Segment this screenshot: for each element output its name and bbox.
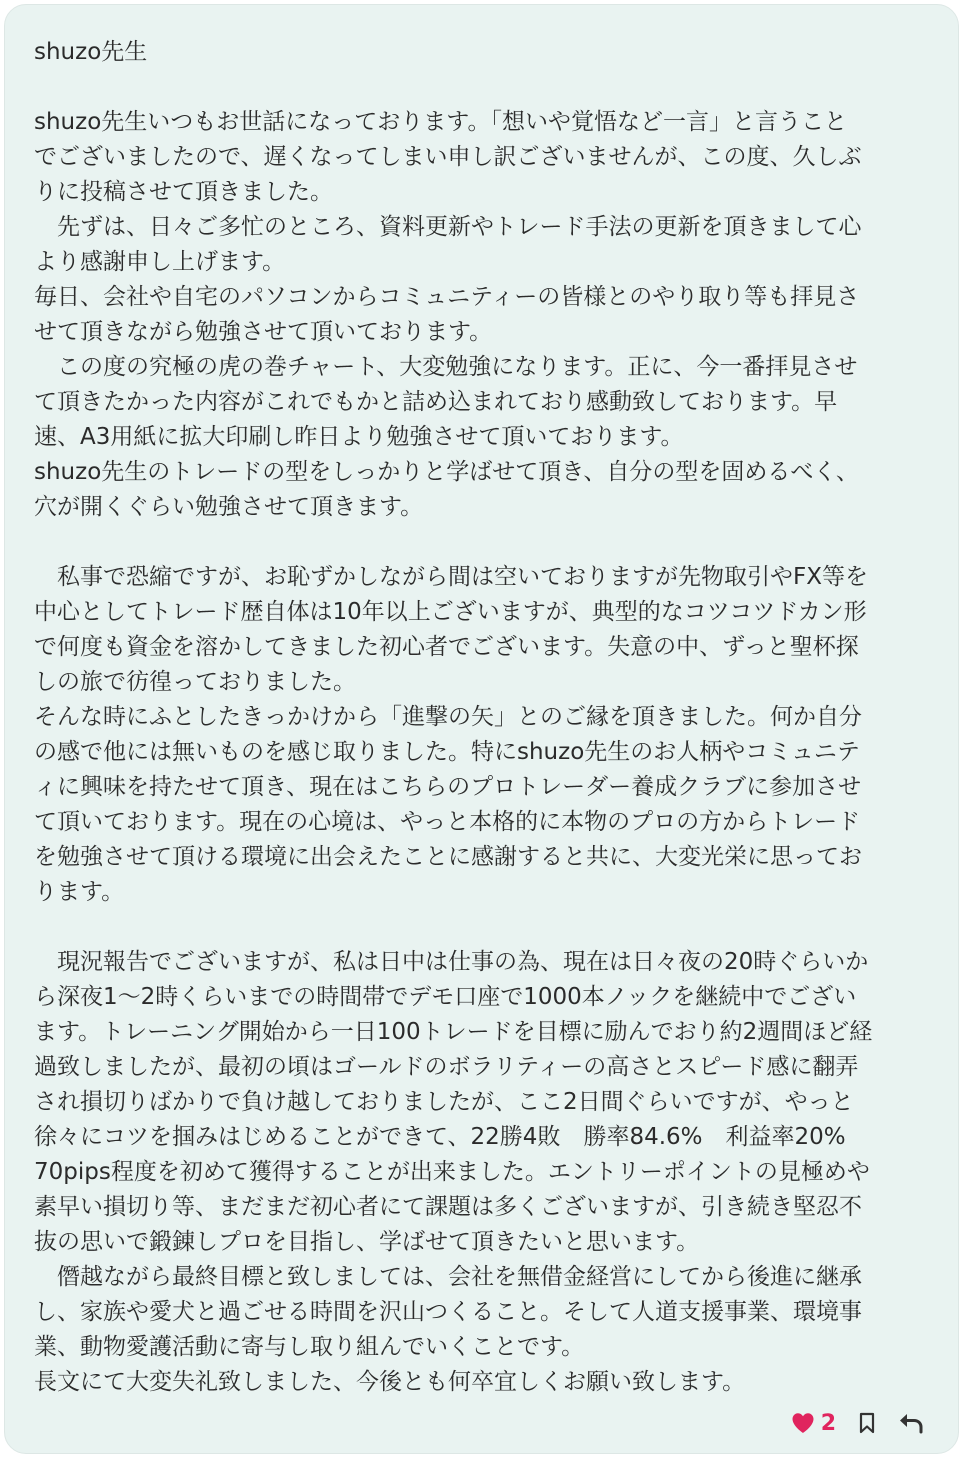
post-text-line: ィに興味を持たせて頂き、現在はこちらのプロトレーダー養成クラブに参加させ [34,774,862,800]
post-text-line: で何度も資金を溶かしてきました初心者でございます。失意の中、ずっと聖杯探 [34,634,859,660]
post-text-line: 毎日、会社や自宅のパソコンからコミュニティーの皆様とのやり取り等も拝見さ [34,284,860,310]
post-text-line: でございましたので、遅くなってしまい申し訳ございませんが、この度、久しぶ [34,144,862,170]
heart-icon [791,1412,815,1434]
post-text-line: 私事で恐縮ですが、お恥ずかしながら間は空いておりますが先物取引やFX等を [34,564,868,590]
reply-button[interactable] [898,1412,924,1434]
post-text-line: ります。 [34,879,125,905]
bookmark-button[interactable] [858,1412,876,1434]
post-text-line: この度の究極の虎の巻チャート、大変勉強になります。正に、今一番拝見させ [34,354,858,380]
like-button[interactable] [791,1411,836,1436]
post-text-line: し、家族や愛犬と過ごせる時間を沢山つくること。そして人道支援事業、環境事 [34,1299,862,1325]
post-text-line: ます。トレーニング開始から一日100トレードを目標に励んでおり約2週間ほど経 [34,1019,873,1045]
post-text-line: て頂きたかった内容がこれでもかと詰め込まれており感動致しております。早 [34,389,838,415]
post-text-line: 長文にて大変失礼致しました、今後とも何卒宜しくお願い致します。 [34,1369,746,1395]
post-text-line: て頂いております。現在の心境は、やっと本格的に本物のプロの方からトレード [34,809,861,835]
post-text-line: 穴が開くぐらい勉強させて頂きます。 [34,494,424,520]
post-text-line: 僭越ながら最終目標と致しましては、会社を無借金経営にしてから後進に継承 [34,1264,862,1290]
post-text-line: そんな時にふとしたきっかけから「進撃の矢」とのご縁を頂きました。何か自分 [34,704,862,730]
post-text-line: 速、A3用紙に拡大印刷し昨日より勉強させて頂いております。 [34,424,684,450]
blank-line [34,910,934,945]
reply-icon [898,1412,924,1434]
post-card [4,4,959,1454]
post-text-line: せて頂きながら勉強させて頂いております。 [34,319,493,345]
bookmark-icon [858,1412,876,1434]
post-actions [791,1405,924,1441]
post-text-line: 抜の思いで鍛錬しプロを目指し、学ばせて頂きたいと思います。 [34,1229,700,1255]
post-text-line: の感で他には無いものを感じ取りました。特にshuzo先生のお人柄やコミュニテ [34,739,860,765]
post-text-line: 現況報告でございますが、私は日中は仕事の為、現在は日々夜の20時ぐらいか [34,949,869,975]
post-text-line: 業、動物愛護活動に寄与し取り組んでいくことです。 [34,1334,585,1360]
post-text-line: より感謝申し上げます。 [34,249,286,275]
post-text-line: 先ずは、日々ご多忙のところ、資料更新やトレード手法の更新を頂きまして心 [34,214,862,240]
post-text-line: 過致しましたが、最初の頃はゴールドのボラリティーの高さとスピード感に翻弄 [34,1054,859,1080]
blank-line [34,525,934,560]
post-text-line: ら深夜1～2時くらいまでの時間帯でデモ口座で1000本ノックを継続中でござい [34,984,857,1010]
post-text-line: 中心としてトレード歴自体は10年以上ございますが、典型的なコツコツドカン形 [34,599,867,625]
like-count: 2 [820,1410,836,1436]
post-text-line: 徐々にコツを掴みはじめることができて、22勝4敗 勝率84.6% 利益率20% [34,1124,846,1150]
blank-line [34,70,934,105]
post-text-line: され損切りばかりで負け越しておりましたが、ここ2日間ぐらいですが、やっと [34,1089,854,1115]
post-text-line: を勉強させて頂ける環境に出会えたことに感謝すると共に、大変光栄に思ってお [34,844,862,870]
post-text-line: りに投稿させて頂きました。 [34,179,333,205]
post-text-line: shuzo先生のトレードの型をしっかりと学ばせて頂き、自分の型を固めるべく、 [34,459,859,485]
post-text-line: 素早い損切り等、まだまだ初心者にて課題は多くございますが、引き続き堅忍不 [34,1194,862,1220]
post-text-line: 70pips程度を初めて獲得することが出来ました。エントリーポイントの見極めや [34,1159,870,1185]
post-text-line: shuzo先生 [34,39,148,65]
post-text-line: しの旅で彷徨っておりました。 [34,669,356,695]
post-body [34,35,934,1400]
post-text-line: shuzo先生いつもお世話になっております。「想いや覚悟など一言」と言うこと [34,109,847,135]
